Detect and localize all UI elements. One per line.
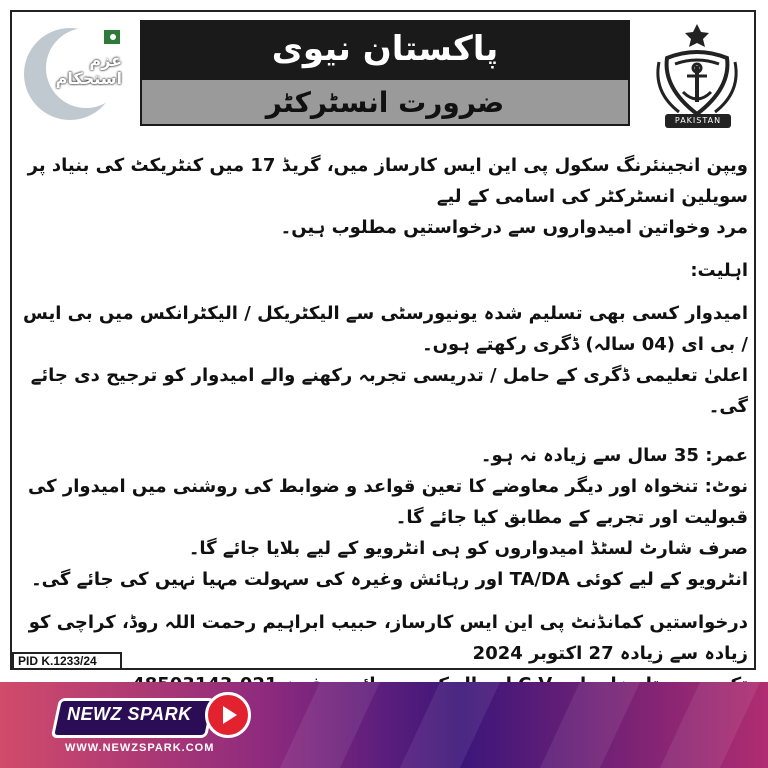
apply-line-1: درخواستیں کمانڈنٹ پی این ایس کارساز، حبیب ابراہیم رحمت اللہ روڈ، کراچی کو زیادہ سے زیادہ 27 اکتوبر 2024: [28, 612, 748, 664]
note-line-1: نوٹ: تنخواہ اور دیگر معاوضے کا تعین قواعد و ضوابط کی روشنی میں امیدوار کی قبولیت اور تجربے کے مطابق کیا جائے گا۔: [27, 476, 748, 528]
title-block: [140, 20, 630, 126]
logo-text-line-1: عزم: [89, 51, 122, 70]
intro-line-2: مرد وخواتین امیدواروں سے درخواستیں مطلوب ہیں۔: [280, 217, 748, 238]
note-line-2: صرف شارٹ لسٹڈ امیدواروں کو ہی انٹرویو کے لیے بلایا جائے گا۔: [188, 538, 748, 559]
logo-text: [42, 52, 122, 88]
eligibility-heading: اہلیت:: [690, 260, 748, 281]
play-icon[interactable]: [205, 692, 251, 738]
newz-spark-logo[interactable]: [55, 692, 255, 738]
page-subtitle: ضرورت انسٹرکٹر: [140, 78, 630, 126]
note-line-3: انٹرویو کے لیے کوئی TA/DA اور رہائش وغیرہ کی سہولت مہیا نہیں کی جائے گی۔: [31, 569, 748, 590]
pid-number: PID K.1233/24: [12, 652, 122, 670]
logo-text-line-2: استحکام: [55, 69, 122, 88]
ad-body: [20, 150, 748, 700]
website-link[interactable]: WWW.NEWZSPARK.COM: [65, 742, 215, 754]
azm-e-istehkam-logo: [18, 22, 128, 127]
brand-banner: [0, 682, 768, 768]
intro-line-1: ویپن انجینئرنگ سکول پی این ایس کارساز میں، گریڈ 17 میں کنٹریکٹ کی بنیاد پر سویلین انسٹرکٹر کی اسامی کے لیے: [27, 155, 748, 207]
age-requirement: عمر: 35 سال سے زیادہ نہ ہو۔: [480, 445, 748, 466]
eligibility-line-1: امیدوار کسی بھی تسلیم شدہ یونیورسٹی سے الیکٹریکل / الیکٹرانکس میں بی ایس / بی ای (04 سالہ) ڈگری رکھتے ہوں۔: [23, 303, 748, 355]
eligibility-line-2: اعلیٰ تعلیمی ڈگری کے حامل / تدریسی تجربہ رکھنے والے امیدوار کو ترجیح دی جائے گی۔: [30, 365, 748, 417]
emblem-label: PAKISTAN: [665, 114, 731, 128]
page-title: پاکستان نیوی: [140, 20, 630, 78]
pakistan-navy-emblem: [645, 18, 750, 130]
brand-name: NEWZ SPARK: [67, 704, 192, 724]
